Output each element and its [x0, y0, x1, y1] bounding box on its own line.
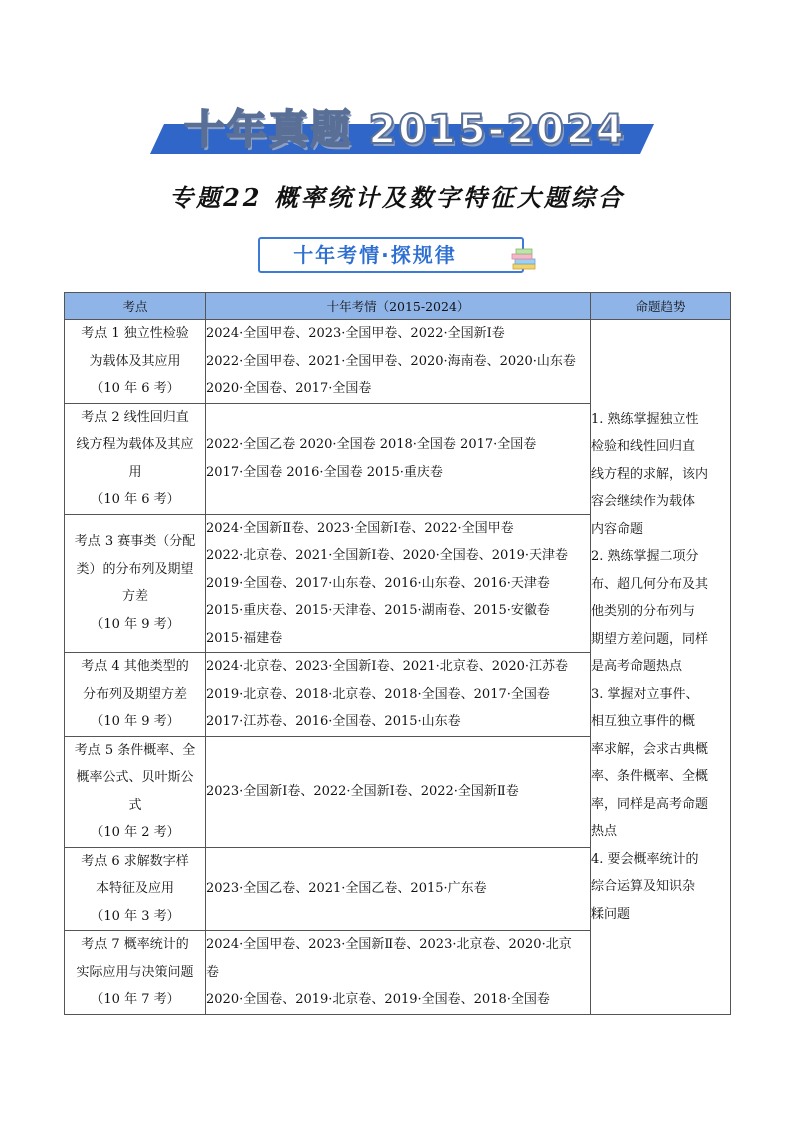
topic-cell: 考点 1 独立性检验 为载体及其应用 （10 年 6 考）: [65, 320, 206, 404]
section-badge: [258, 237, 524, 273]
table-row: [65, 320, 731, 404]
document-title: 专题22 概率统计及数字特征大题综合: [169, 183, 625, 212]
header-topic: 考点: [65, 293, 206, 320]
header-exams: 十年考情（2015-2024）: [206, 293, 591, 320]
exam-years-cell: 2022·全国乙卷 2020·全国卷 2018·全国卷 2017·全国卷 2017·全国卷 2016·全国卷 2015·重庆卷: [206, 403, 591, 514]
exam-analysis-table: [64, 292, 731, 1015]
exam-years-cell: 2024·全国新Ⅱ卷、2023·全国新Ⅰ卷、2022·全国甲卷 2022·北京卷、2021·全国新Ⅰ卷、2020·全国卷、2019·天津卷 2019·全国卷、2017·山东卷、2016·山东卷、2016·天津卷 2015·重庆卷、2015·天津卷、2015·湖南卷、2015·安徽卷 2015·福建卷: [206, 514, 591, 653]
exam-years-cell: 2023·全国乙卷、2021·全国乙卷、2015·广东卷: [206, 847, 591, 931]
topic-cell: 考点 2 线性回归直 线方程为载体及其应 用 （10 年 6 考）: [65, 403, 206, 514]
banner: [150, 104, 646, 154]
topic-cell: 考点 5 条件概率、全 概率公式、贝叶斯公 式 （10 年 2 考）: [65, 736, 206, 847]
table-header-row: [65, 293, 731, 320]
header-trend: 命题趋势: [591, 293, 731, 320]
books-icon: [510, 247, 538, 273]
topic-cell: 考点 3 赛事类（分配 类）的分布列及期望 方差 （10 年 9 考）: [65, 514, 206, 653]
exam-years-cell: 2024·北京卷、2023·全国新Ⅰ卷、2021·北京卷、2020·江苏卷 2019·北京卷、2018·北京卷、2018·全国卷、2017·全国卷 2017·江苏卷、2016·全国卷、2015·山东卷: [206, 653, 591, 737]
section-badge-label: 十年考情·探规律: [293, 243, 457, 267]
topic-cell: 考点 4 其他类型的 分布列及期望方差 （10 年 9 考）: [65, 653, 206, 737]
exam-years-cell: 2023·全国新Ⅰ卷、2022·全国新Ⅰ卷、2022·全国新Ⅱ卷: [206, 736, 591, 847]
exam-years-cell: 2024·全国甲卷、2023·全国新Ⅱ卷、2023·北京卷、2020·北京 卷 2020·全国卷、2019·北京卷、2019·全国卷、2018·全国卷: [206, 931, 591, 1015]
banner-title: 十年真题 2015-2024: [184, 107, 626, 153]
topic-cell: 考点 6 求解数字样 本特征及应用 （10 年 3 考）: [65, 847, 206, 931]
topic-cell: 考点 7 概率统计的 实际应用与决策问题 （10 年 7 考）: [65, 931, 206, 1015]
trend-cell: 1. 熟练掌握独立性 检验和线性回归直 线方程的求解，该内 容会继续作为载体 内容命题 2. 熟练掌握二项分 布、超几何分布及其 他类别的分布列与 期望方差问题，同样 是高考命题热点 3. 掌握对立事件、 相互独立事件的概 率求解，会求古典概 率、条件概率、全概 率，同样是高考命题 热点 4. 要会概率统计的 综合运算及知识杂 糅问题: [591, 320, 731, 1015]
exam-years-cell: 2024·全国甲卷、2023·全国甲卷、2022·全国新Ⅰ卷 2022·全国甲卷、2021·全国甲卷、2020·海南卷、2020·山东卷 2020·全国卷、2017·全国卷: [206, 320, 591, 404]
